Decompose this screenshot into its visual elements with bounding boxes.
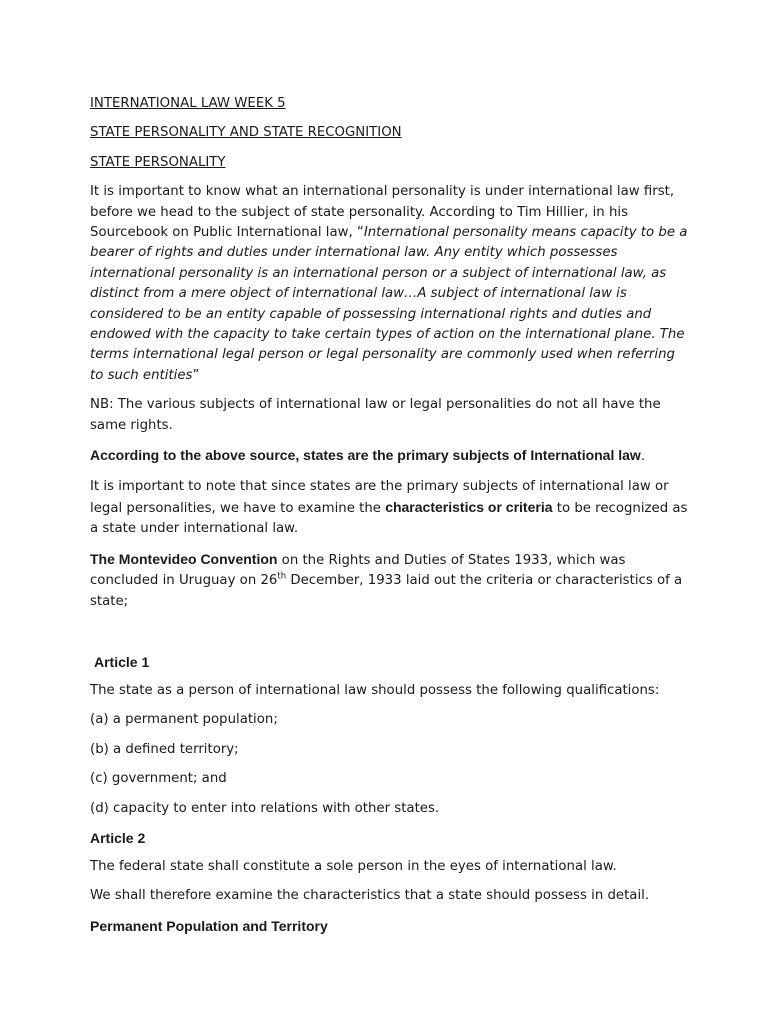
examine-paragraph: We shall therefore examine the characteristics that a state should possess in detail.	[90, 888, 650, 904]
montevideo-text-start: on the Rights and Duties of States 1933, which was concluded in Uruguay on 26	[90, 552, 626, 589]
criteria-text-start: It is important to note that since states are the primary subjects of international law or legal personalities, we have to examine the	[90, 478, 669, 516]
quote-close: ”	[192, 367, 200, 383]
document-title: INTERNATIONAL LAW WEEK 5	[90, 96, 286, 111]
article-1-intro: The state as a person of international law should possess the following qualifications:	[90, 682, 660, 698]
permanent-population-heading: Permanent Population and Territory	[90, 917, 328, 934]
article-2-text: The federal state shall constitute a sole person in the eyes of international law.	[90, 858, 617, 874]
document-subtitle: STATE PERSONALITY AND STATE RECOGNITION	[90, 125, 402, 141]
montevideo-text-end: December, 1933 laid out the criteria or characteristics of a state;	[90, 573, 683, 609]
nb-note: NB: The various subjects of international law or legal personalities do not all have the same rights.	[90, 397, 661, 433]
criteria-emphasis: characteristics or criteria	[385, 498, 553, 515]
criteria-text-end: to be recognized as a state under international law.	[90, 500, 688, 537]
criteria-paragraph	[90, 477, 690, 540]
qualification-item: (c) government; and	[90, 771, 227, 787]
ordinal-suffix: th	[277, 571, 287, 582]
source-statement: According to the above source, states are the primary subjects of International law	[90, 447, 641, 464]
source-statement-paragraph	[90, 445, 690, 467]
article-2-heading: Article 2	[90, 829, 146, 846]
section-heading-state-personality: STATE PERSONALITY	[90, 154, 226, 170]
montevideo-convention: The Montevideo Convention	[90, 550, 278, 567]
qualification-item: (d) capacity to enter into relations with other states.	[90, 800, 440, 816]
intro-paragraph	[90, 182, 690, 386]
document-body	[90, 94, 690, 945]
intro-text: It is important to know what an international personality is under international law first, before we head to the subject of state personality. According to Tim Hillier, in his Sourcebook on Public International law, “	[90, 184, 675, 241]
article-1-heading: Article 1	[94, 653, 150, 670]
montevideo-paragraph	[90, 549, 690, 612]
source-period: .	[640, 449, 646, 465]
qualification-item: (a) a permanent population;	[90, 712, 278, 728]
hillier-quote: International personality means capacity to be a bearer of rights and duties under international law. Any entity which possesses international personality is an international person or a subject of international law, as distinct from a mere object of international law…A subject of international law is considered to be an entity capable of possessing international rights and duties and endowed with the capacity to take certain types of action on the international plane. The terms international legal person or legal personality are commonly used when referring to such entities	[90, 225, 688, 383]
qualification-item: (b) a defined territory;	[90, 741, 239, 757]
